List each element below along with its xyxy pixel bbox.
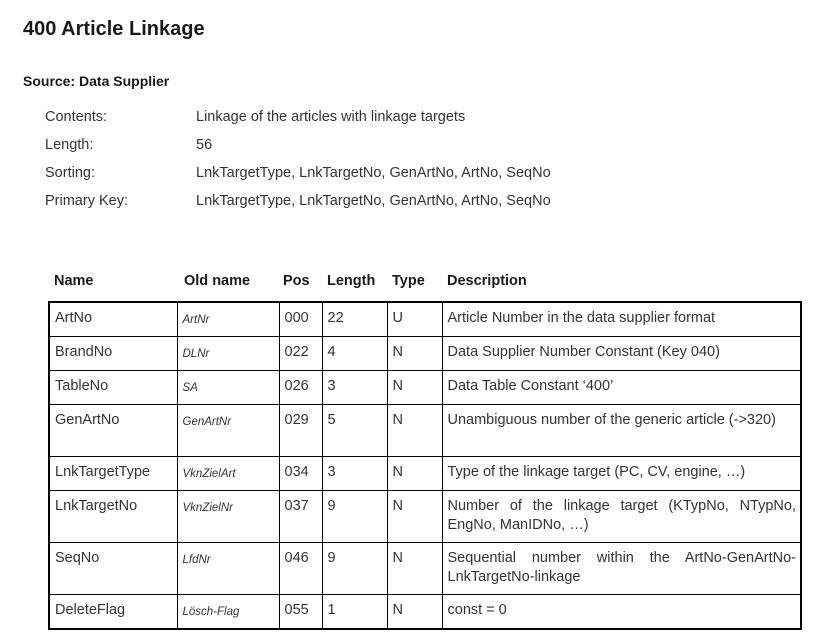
cell-name: TableNo xyxy=(49,371,177,405)
meta-value: LnkTargetType, LnkTargetNo, GenArtNo, ArtNo, SeqNo xyxy=(196,165,551,181)
cell-pos: 022 xyxy=(279,337,322,371)
cell-old-name: Lösch-Flag xyxy=(177,595,279,630)
cell-length: 22 xyxy=(322,302,387,337)
column-header-pos: Pos xyxy=(283,273,310,289)
cell-name: BrandNo xyxy=(49,337,177,371)
cell-old-name: VknZielNr xyxy=(177,491,279,543)
meta-label: Contents: xyxy=(45,109,108,125)
cell-length: 4 xyxy=(322,337,387,371)
meta-row-length xyxy=(45,135,551,163)
meta-value: Linkage of the articles with linkage targets xyxy=(196,109,466,125)
table-row xyxy=(49,457,801,491)
cell-length: 1 xyxy=(322,595,387,630)
cell-pos: 029 xyxy=(279,405,322,457)
column-header-old-name: Old name xyxy=(184,273,251,289)
column-header-type: Type xyxy=(392,273,425,289)
meta-value: LnkTargetType, LnkTargetNo, GenArtNo, ArtNo, SeqNo xyxy=(196,193,551,209)
cell-type: N xyxy=(387,457,442,491)
cell-description: Data Supplier Number Constant (Key 040) xyxy=(442,337,801,371)
cell-description: Article Number in the data supplier format xyxy=(442,302,801,337)
cell-pos: 055 xyxy=(279,595,322,630)
cell-type: U xyxy=(387,302,442,337)
cell-old-name: LfdNr xyxy=(177,543,279,595)
cell-type: N xyxy=(387,595,442,630)
meta-row-primary-key xyxy=(45,191,551,219)
cell-name: SeqNo xyxy=(49,543,177,595)
cell-name: GenArtNo xyxy=(49,405,177,457)
cell-length: 5 xyxy=(322,405,387,457)
cell-name: DeleteFlag xyxy=(49,595,177,630)
cell-name: LnkTargetNo xyxy=(49,491,177,543)
table-row xyxy=(49,337,801,371)
cell-description: Number of the linkage target (KTypNo, NTypNo, EngNo, ManIDNo, …) xyxy=(442,491,801,543)
page-title: 400 Article Linkage xyxy=(23,18,205,40)
cell-description: Sequential number within the ArtNo-GenArtNo-LnkTargetNo-linkage xyxy=(442,543,801,595)
cell-name: LnkTargetType xyxy=(49,457,177,491)
cell-length: 3 xyxy=(322,371,387,405)
source-label: Source: Data Supplier xyxy=(23,73,170,89)
cell-description: Unambiguous number of the generic article (->320) xyxy=(442,405,801,457)
column-header-length: Length xyxy=(327,273,376,289)
cell-old-name: ArtNr xyxy=(177,302,279,337)
cell-type: N xyxy=(387,491,442,543)
cell-type: N xyxy=(387,337,442,371)
cell-length: 9 xyxy=(322,543,387,595)
meta-label: Primary Key: xyxy=(45,193,128,209)
table-row xyxy=(49,405,801,457)
column-header-description: Description xyxy=(447,273,527,289)
cell-old-name: SA xyxy=(177,371,279,405)
cell-old-name: GenArtNr xyxy=(177,405,279,457)
table-row xyxy=(49,371,801,405)
cell-description: Type of the linkage target (PC, CV, engine, …) xyxy=(442,457,801,491)
cell-pos: 037 xyxy=(279,491,322,543)
cell-type: N xyxy=(387,543,442,595)
meta-label: Sorting: xyxy=(45,165,95,181)
fields-table xyxy=(48,301,802,630)
metadata-block xyxy=(45,107,551,219)
cell-type: N xyxy=(387,371,442,405)
cell-old-name: DLNr xyxy=(177,337,279,371)
cell-pos: 034 xyxy=(279,457,322,491)
meta-label: Length: xyxy=(45,137,94,153)
table-row xyxy=(49,491,801,543)
column-header-name: Name xyxy=(54,273,94,289)
meta-row-contents xyxy=(45,107,551,135)
cell-pos: 046 xyxy=(279,543,322,595)
cell-pos: 026 xyxy=(279,371,322,405)
meta-value: 56 xyxy=(196,137,213,153)
cell-old-name: VknZielArt xyxy=(177,457,279,491)
table-row xyxy=(49,543,801,595)
table-row xyxy=(49,302,801,337)
cell-length: 3 xyxy=(322,457,387,491)
cell-description: Data Table Constant ‘400’ xyxy=(442,371,801,405)
cell-type: N xyxy=(387,405,442,457)
meta-row-sorting xyxy=(45,163,551,191)
cell-name: ArtNo xyxy=(49,302,177,337)
table-row xyxy=(49,595,801,630)
cell-pos: 000 xyxy=(279,302,322,337)
cell-length: 9 xyxy=(322,491,387,543)
cell-description: const = 0 xyxy=(442,595,801,630)
